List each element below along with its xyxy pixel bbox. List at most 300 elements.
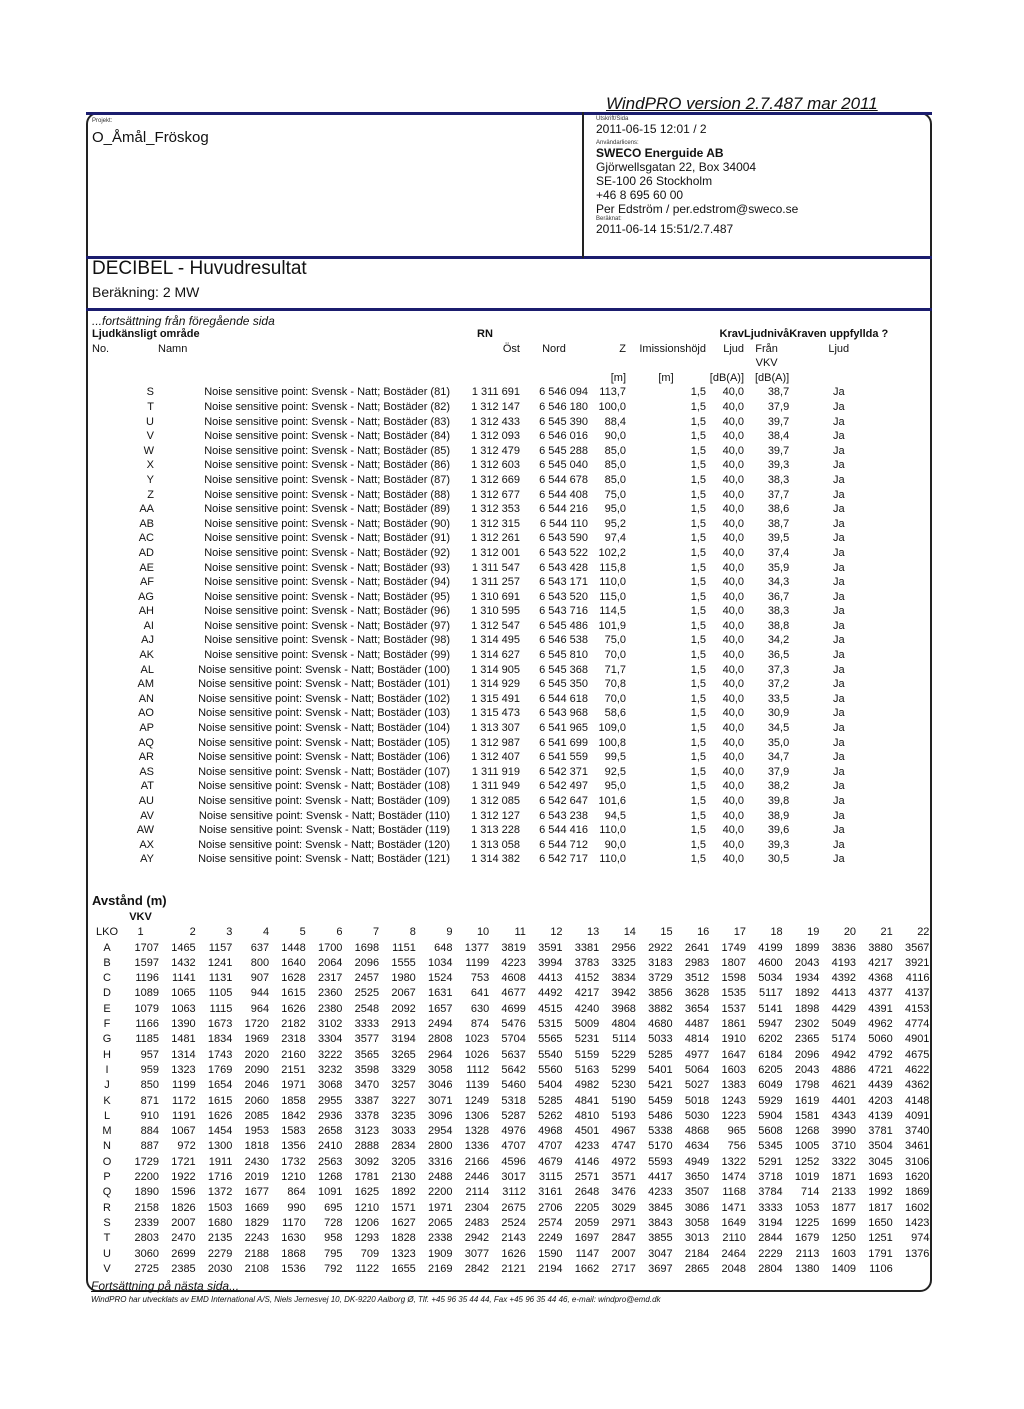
distance-cell: 5262 [538,1109,563,1122]
receptor-requirement: 40,0 [722,503,744,516]
distance-column-header: 12 [550,926,563,939]
distance-cell: 2143 [501,1232,526,1245]
distance-cell: 2151 [281,1063,306,1076]
receptor-id: T [147,400,154,413]
receptor-noise-level: 37,7 [767,488,790,501]
distance-cell: 964 [250,1002,270,1015]
distance-cell: 1834 [207,1033,233,1046]
distance-cell: 2007 [171,1216,196,1229]
receptor-requirement: 40,0 [722,751,744,764]
receptor-east: 1 314 905 [471,663,520,676]
receptor-imission-height: 1,5 [690,503,706,516]
distance-cell: 1268 [794,1125,820,1138]
receptor-north: 6 545 368 [539,663,588,676]
receptor-north: 6 545 390 [539,415,588,428]
distance-cell: 2725 [134,1262,159,1275]
distance-cell: 1732 [281,1155,306,1168]
distance-cell: 1249 [464,1094,490,1107]
distance-cell: 3654 [684,1002,710,1015]
distance-column-header: 15 [660,926,673,939]
distance-cell: 1122 [355,1262,380,1275]
distance-row-id: H [103,1048,111,1061]
unit-z: [m] [610,371,626,384]
distance-cell: 3650 [684,1171,710,1184]
distance-cell: 2548 [354,1002,380,1015]
distance-cell: 1693 [868,1171,893,1184]
receptor-id: AG [138,590,154,603]
receptor-north: 6 545 810 [539,649,588,662]
receptor-imission-height: 1,5 [690,780,706,793]
distance-cell: 709 [360,1247,380,1260]
receptor-requirement: 40,0 [722,561,744,574]
distance-cell: 4621 [831,1079,857,1092]
receptor-requirement: 40,0 [722,649,744,662]
receptor-id: Y [146,473,154,486]
distance-cell: 1861 [721,1018,746,1031]
distance-cell: 2717 [611,1262,636,1275]
distance-cell: 3819 [501,941,526,954]
receptor-name: Noise sensitive point: Svensk - Natt; Bostäder (98) [204,634,450,647]
receptor-north: 6 542 497 [539,780,588,793]
distance-cell: 5060 [868,1033,893,1046]
distance-cell: 2065 [428,1216,453,1229]
receptor-noise-level: 38,2 [767,780,790,793]
distance-row-id: N [103,1140,111,1153]
distance-cell: 5315 [538,1018,563,1031]
distance-cell: 4501 [574,1125,600,1138]
table-row [92,575,888,590]
distance-cell: 1537 [721,1002,746,1015]
company-phone: +46 8 695 60 00 [596,188,684,202]
receptor-east: 1 313 058 [471,838,520,851]
distance-cell: 1829 [244,1216,270,1229]
distance-cell: 1992 [868,1186,893,1199]
receptor-id: AY [140,853,154,866]
distance-cell: 1091 [317,1186,343,1199]
distance-cell: 1157 [208,941,233,954]
receptor-noise-level: 33,5 [767,692,790,705]
distance-cell: 5229 [611,1048,636,1061]
receptor-east: 1 312 603 [471,459,520,472]
distance-cell: 1206 [354,1216,380,1229]
receptor-z: 58,6 [604,707,626,720]
distance-cell: 1721 [171,1155,196,1168]
distance-cell: 2360 [317,987,343,1000]
receptor-id: AM [137,678,154,691]
receptor-east: 1 311 547 [471,561,520,574]
distance-cell: 714 [801,1186,820,1199]
receptor-z: 99,5 [604,751,626,764]
distance-cell: 2007 [611,1247,636,1260]
distance-column-header: 3 [226,926,233,939]
distance-cell: 4193 [831,956,857,969]
distance-column-header: 16 [697,926,710,939]
distance-cell: 2135 [207,1232,233,1245]
distance-cell: 1699 [831,1216,857,1229]
receptor-name: Noise sensitive point: Svensk - Natt; Bostäder (108) [198,780,450,793]
distance-cell: 4622 [904,1063,930,1076]
receptor-z: 90,0 [604,430,626,443]
distance-cell: 5287 [501,1109,526,1122]
receptor-north: 6 544 618 [539,692,588,705]
distance-row-id: M [102,1125,112,1138]
distance-cell: 1448 [281,941,306,954]
distance-cell: 959 [140,1063,159,1076]
distance-table [92,910,929,1277]
distance-cell: 3784 [758,1186,783,1199]
distance-cell: 4199 [758,941,783,954]
distance-cell: 2229 [758,1247,783,1260]
distance-cell: 2847 [611,1232,636,1245]
receptor-id: AQ [138,736,154,749]
receptor-imission-height: 1,5 [690,838,706,851]
distance-cell: 2574 [538,1216,563,1229]
distance-cell: 2525 [354,987,380,1000]
distance-cell: 1471 [721,1201,746,1214]
distance-cell: 2571 [574,1171,600,1184]
receptor-imission-height: 1,5 [690,400,706,413]
receptor-z: 101,6 [598,795,626,807]
distance-cell: 4368 [868,972,893,985]
distance-cell: 1707 [134,941,159,954]
table-row [92,1262,929,1277]
receptor-requirement: 40,0 [722,780,744,793]
distance-cell: 974 [911,1232,930,1245]
distance-cell: 1953 [244,1125,270,1138]
project-name: O_Åmål_Fröskog [92,129,209,146]
table-row [92,604,888,619]
receptor-name: Noise sensitive point: Svensk - Natt; Bostäder (110) [198,809,450,822]
distance-cell: 2060 [244,1094,270,1107]
distance-cell: 2020 [244,1048,270,1061]
table-row [92,1170,929,1185]
distance-cell: 3047 [648,1247,673,1260]
receptor-requirement: 40,0 [722,634,744,647]
receptor-fulfilled: Ja [832,809,845,822]
receptor-north: 6 544 216 [539,503,588,516]
receptor-name: Noise sensitive point: Svensk - Natt; Bostäder (102) [198,692,450,705]
distance-cell: 2043 [794,1063,820,1076]
distance-cell: 4707 [538,1140,563,1153]
distance-cell: 3880 [868,941,893,954]
distance-cell: 4413 [538,972,563,985]
distance-cell: 2085 [244,1109,270,1122]
distance-cell: 4747 [611,1140,636,1153]
distance-cell: 1191 [172,1109,196,1122]
header-vkv: VKV [755,357,778,370]
distance-cell: 2317 [317,972,343,985]
distance-cell: 2205 [574,1201,600,1214]
distance-cell: 4217 [868,956,893,969]
distance-cell: 6205 [758,1063,783,1076]
receptor-north: 6 545 486 [539,619,588,632]
distance-cell: 2470 [171,1232,196,1245]
table-header-row [92,356,888,371]
distance-cell: 1503 [207,1201,233,1214]
distance-cell: 3843 [648,1216,673,1229]
table-row [92,1063,929,1078]
receptor-fulfilled: Ja [832,444,845,457]
table-row [92,531,888,546]
distance-cell: 1474 [721,1171,746,1184]
distance-cell: 3856 [648,987,673,1000]
distance-cell: 2048 [721,1262,746,1275]
distance-cell: 5929 [758,1094,783,1107]
receptor-name: Noise sensitive point: Svensk - Natt; Bostäder (95) [204,590,450,603]
receptor-z: 100,8 [598,736,626,749]
distance-cell: 1892 [391,1186,416,1199]
distance-cell: 2182 [281,1018,306,1031]
distance-cell: 1034 [428,956,453,969]
distance-cell: 1376 [904,1247,930,1260]
company-name: SWECO Energuide AB [596,146,724,160]
distance-cell: 1210 [354,1201,380,1214]
distance-cell: 753 [470,972,490,985]
table-row [92,502,888,517]
distance-cell: 3106 [904,1155,930,1168]
distance-cell: 1323 [391,1247,416,1260]
header-rn: RN [477,328,493,340]
distance-cell: 3845 [648,1201,673,1214]
distance-cell: 1314 [171,1048,196,1061]
receptor-name: Noise sensitive point: Svensk - Natt; Bostäder (99) [204,649,450,662]
calculated-date: 2011-06-14 15:51/2.7.487 [596,222,734,236]
distance-cell: 1627 [391,1216,416,1229]
table-row [92,1231,929,1246]
distance-cell: 1555 [391,956,416,969]
receptor-z: 85,0 [604,444,626,457]
receptor-id: AK [139,649,154,662]
distance-cell: 2706 [538,1201,563,1214]
receptor-north: 6 544 110 [539,517,588,530]
distance-cell: 2844 [758,1232,783,1245]
receptor-requirement: 40,0 [722,765,744,778]
distance-cell: 1293 [354,1232,380,1245]
distance-cell: 3013 [684,1232,710,1245]
distance-cell: 1571 [391,1201,416,1214]
receptor-name: Noise sensitive point: Svensk - Natt; Bostäder (100) [198,663,450,676]
distance-cell: 4492 [538,987,563,1000]
distance-cell: 1798 [794,1079,820,1092]
receptor-z: 114,5 [599,605,626,618]
distance-cell: 3235 [391,1109,416,1122]
receptor-fulfilled: Ja [832,765,845,778]
receptor-fulfilled: Ja [832,400,845,413]
receptor-north: 6 543 522 [539,546,588,559]
distance-cell: 2090 [244,1063,270,1076]
receptor-name: Noise sensitive point: Svensk - Natt; Bostäder (109) [198,795,450,807]
receptor-z: 97,4 [604,532,626,545]
distance-cell: 2046 [244,1079,270,1092]
distance-cell: 5190 [611,1094,636,1107]
distance-row-id: Q [102,1186,112,1199]
table-row [92,809,888,824]
distance-cell: 3058 [684,1216,710,1229]
distance-cell: 4439 [868,1079,893,1092]
distance-cell: 1019 [794,1171,820,1184]
distance-cell: 874 [470,1018,490,1031]
distance-cell: 2842 [464,1262,490,1275]
receptor-north: 6 546 094 [539,386,588,399]
distance-column-header: 21 [880,926,893,939]
receptor-noise-level: 37,9 [767,400,790,413]
distance-cell: 2942 [464,1232,490,1245]
distance-cell: 5642 [501,1063,526,1076]
distance-cell: 4634 [684,1140,710,1153]
distance-cell: 1679 [794,1232,820,1245]
table-row [92,750,888,765]
table-row [92,415,888,430]
distance-cell: 1166 [135,1018,159,1031]
distance-cell: 1842 [281,1109,306,1122]
receptor-requirement: 40,0 [722,809,744,822]
table-row [92,429,888,444]
table-header-row [92,327,888,342]
distance-cell: 3194 [391,1033,416,1046]
distance-cell: 2410 [317,1140,343,1153]
receptor-north: 6 543 716 [539,605,588,618]
distance-row-id: L [103,1109,111,1122]
receptor-imission-height: 1,5 [690,663,706,676]
receptor-east: 1 313 228 [471,824,520,837]
receptor-id: W [143,444,154,457]
distance-cell: 1749 [721,941,746,954]
distance-cell: 4240 [574,1002,600,1015]
receptor-name: Noise sensitive point: Svensk - Natt; Bostäder (89) [204,503,450,516]
receptor-z: 101,9 [598,619,626,632]
receptor-requirement: 40,0 [722,532,744,545]
receptor-requirement: 40,0 [722,488,744,501]
distance-cell: 1151 [392,941,416,954]
receptor-east: 1 311 257 [471,576,520,589]
distance-cell: 1524 [428,972,453,985]
distance-cell: 6184 [758,1048,783,1061]
distance-lko-label: LKO [95,926,118,939]
distance-column-header: 6 [336,926,343,939]
distance-cell: 3058 [428,1063,453,1076]
distance-cell: 1105 [208,987,233,1000]
table-row [92,517,888,532]
distance-cell: 2922 [648,941,673,954]
receptor-noise-level: 37,4 [767,546,790,559]
distance-cell: 4967 [611,1125,636,1138]
header-kraven: Kraven uppfyllda ? [789,328,889,340]
receptor-id: AU [138,795,154,807]
distance-cell: 4137 [904,987,930,1000]
distance-cell: 5034 [758,972,783,985]
distance-cell: 887 [140,1140,159,1153]
table-row [92,1185,929,1200]
distance-cell: 3378 [354,1109,380,1122]
distance-column-header: 14 [623,926,636,939]
distance-cell: 3304 [317,1033,343,1046]
distance-cell: 2059 [574,1216,600,1229]
distance-cell: 1199 [465,956,490,969]
distance-cell: 1131 [208,972,233,985]
distance-row-id: A [103,941,111,954]
receptor-east: 1 312 085 [471,795,520,807]
receptor-requirement: 40,0 [722,619,744,632]
receptor-name: Noise sensitive point: Svensk - Natt; Bostäder (96) [204,605,450,618]
receptor-z: 88,4 [604,415,626,428]
receptor-imission-height: 1,5 [690,722,706,735]
distance-cell: 3102 [317,1018,343,1031]
table-row [92,736,888,751]
receptor-imission-height: 1,5 [690,459,706,472]
receptor-fulfilled: Ja [832,561,845,574]
distance-cell: 3071 [428,1094,453,1107]
distance-cell: 4223 [501,956,526,969]
distance-cell: 1615 [207,1094,233,1107]
receptor-requirement: 40,0 [722,824,744,837]
table-row [92,941,929,956]
table-row [92,971,929,986]
distance-cell: 4792 [868,1048,893,1061]
receptor-noise-level: 39,3 [767,838,790,851]
receptor-z: 94,5 [604,809,626,822]
distance-column-header: 20 [843,926,857,939]
receptor-noise-level: 38,4 [767,430,790,443]
distance-cell: 5163 [574,1063,600,1076]
receptor-fulfilled: Ja [832,736,845,749]
receptor-z: 95,0 [604,780,626,793]
receptor-imission-height: 1,5 [690,517,706,530]
distance-cell: 1922 [171,1171,196,1184]
distance-cell: 637 [250,941,270,954]
distance-cell: 1185 [135,1033,159,1046]
distance-cell: 3183 [648,956,673,969]
distance-cell: 3836 [831,941,857,954]
receptor-requirement: 40,0 [722,415,744,428]
distance-cell: 4146 [574,1155,600,1168]
distance-cell: 1251 [868,1232,893,1245]
receptor-requirement: 40,0 [722,692,744,705]
distance-cell: 1871 [831,1171,857,1184]
distance-cell: 4841 [574,1094,600,1107]
receptor-fulfilled: Ja [832,692,845,705]
company-contact: Per Edström / per.edstrom@sweco.se [596,202,799,216]
receptor-east: 1 314 929 [471,678,520,691]
receptor-imission-height: 1,5 [690,576,706,589]
distance-cell: 4608 [501,972,526,985]
distance-cell: 1377 [464,941,490,954]
distance-cell: 2457 [354,972,380,985]
distance-vkv-label: VKV [129,911,152,923]
distance-cell: 907 [250,972,270,985]
table-row [92,633,888,648]
receptor-name: Noise sensitive point: Svensk - Natt; Bostäder (86) [204,459,450,472]
distance-cell: 648 [434,941,453,954]
distance-cell: 884 [140,1125,159,1138]
receptor-fulfilled: Ja [832,517,845,530]
distance-cell: 1649 [721,1216,746,1229]
distance-cell: 2304 [464,1201,490,1214]
receptor-requirement: 40,0 [722,517,744,530]
table-row [92,852,888,867]
table-row [92,1048,929,1063]
distance-cell: 3325 [611,956,636,969]
distance-cell: 3329 [391,1063,416,1076]
receptor-fulfilled: Ja [832,430,845,443]
distance-cell: 5230 [611,1079,636,1092]
distance-cell: 1877 [831,1201,857,1214]
calculation-title: DECIBEL - Huvudresultat [92,258,307,279]
distance-cell: 1106 [869,1262,893,1275]
receptor-east: 1 312 147 [471,400,520,413]
distance-cell: 1053 [794,1201,820,1214]
distance-column-header: 10 [476,926,490,939]
distance-cell: 1063 [171,1002,196,1015]
